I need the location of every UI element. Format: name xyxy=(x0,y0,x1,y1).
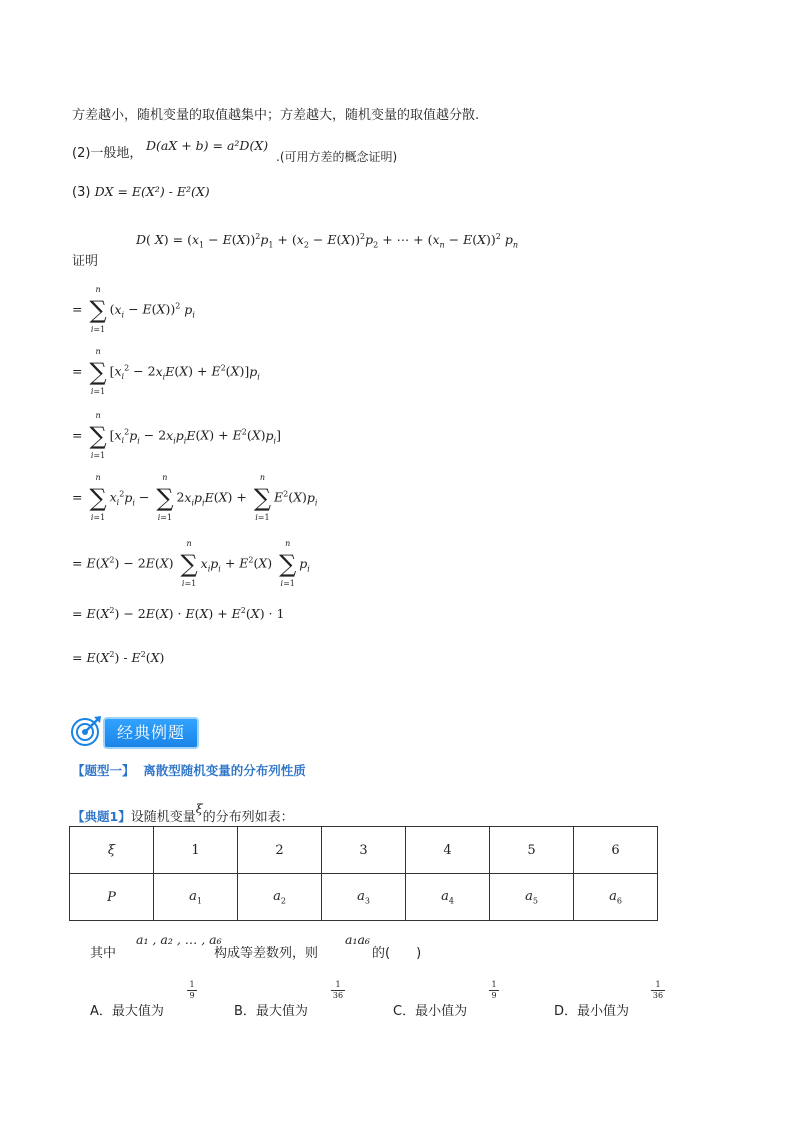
table-cell: 3 xyxy=(322,827,406,874)
intro-line: 方差越小，随机变量的取值越集中；方差越大，随机变量的取值越分散. xyxy=(72,108,480,123)
table-header-cell: ξ xyxy=(70,827,154,874)
table-cell: 6 xyxy=(574,827,658,874)
type-heading-tag: 【题型一】 xyxy=(72,763,135,778)
table-cell: 4 xyxy=(406,827,490,874)
table-cell: 5 xyxy=(490,827,574,874)
proof-line-4: = ∑ n i=1 $[x_i^2p_i - 2x_ip_iE(X) + E^2(X)p_i]$ xyxy=(72,411,281,460)
table-cell: $a_4$ xyxy=(406,874,490,921)
section-badge: 经典例题 xyxy=(103,717,199,749)
sum-symbol: ∑ n i=1 xyxy=(279,539,297,588)
proof-line-8: = $E(X^2) - E^2(X)$ xyxy=(72,650,165,666)
question-sequence: a₁ , a₂ , … , a₆ xyxy=(136,932,222,947)
option-b[interactable]: B．最大值为 xyxy=(234,1004,308,1019)
option-a-fraction: $\frac{1}{9}$ xyxy=(187,980,197,1001)
item-2 xyxy=(72,142,142,161)
table-cell: $a_6$ xyxy=(574,874,658,921)
xi-symbol: ξ xyxy=(195,801,203,816)
proof-line-2: = ∑ n i=1 $(x_i - E(X))^2$ $p_i$ xyxy=(72,285,195,334)
table-row xyxy=(70,874,658,921)
option-a[interactable]: A．最大值为 xyxy=(90,1004,164,1019)
proof-line-3: = ∑ n i=1 $[x_i^2 - 2x_iE(X) + E^2(X)]p_i$ xyxy=(72,347,260,396)
example-text-after: 的分布列如表： xyxy=(202,810,294,825)
table-row xyxy=(70,827,658,874)
sum-symbol: ∑ n i=1 xyxy=(180,539,198,588)
table-cell: $a_1$ xyxy=(154,874,238,921)
distribution-table xyxy=(69,826,658,921)
item-2-formula: D(aX + b) = a²D(X) xyxy=(146,138,269,153)
proof-line-6: = $E(X^2) - 2E(X)$ ∑ n i=1 $x_ip_i + E^2(X)$ ∑ n i=1 $p_i$ xyxy=(72,539,310,588)
proof-line-7: = $E(X^2) - 2E(X) \cdot E(X) + E^2(X) \cdot 1$ xyxy=(72,606,285,622)
item-3-formula: DX = E(X²) - E²(X) xyxy=(94,184,210,199)
table-cell: $a_5$ xyxy=(490,874,574,921)
item-2-label: (2) xyxy=(72,146,91,161)
table-cell: $a_3$ xyxy=(322,874,406,921)
sum-symbol: ∑ n i=1 xyxy=(89,473,107,522)
type-heading xyxy=(72,761,306,779)
proof-label: 证明 xyxy=(72,254,99,269)
type-heading-title: 离散型随机变量的分布列性质 xyxy=(143,763,306,778)
sum-symbol: ∑ n i=1 xyxy=(253,473,271,522)
target-icon xyxy=(70,715,102,747)
question-product: a₁a₆ xyxy=(345,932,370,947)
question-mid: 构成等差数列，则 xyxy=(214,946,319,961)
item-2-note: .(可用方差的概念证明) xyxy=(276,150,398,164)
example-text-before: 设随机变量 xyxy=(130,810,196,825)
option-c-fraction: $\frac{1}{9}$ xyxy=(489,980,499,1001)
table-cell: 2 xyxy=(238,827,322,874)
example-tag: 【典题1】 xyxy=(72,809,131,824)
option-d-fraction: $\frac{1}{36}$ xyxy=(652,980,664,1000)
question-prefix: 其中 xyxy=(90,946,117,961)
table-cell: 1 xyxy=(154,827,238,874)
table-cell: $a_2$ xyxy=(238,874,322,921)
proof-line-1: D( $X) = (x_1 - E(X))^2p_1 + (x_2 - E(X))^2p_2$ + ⋯ + $(x_n - E(X))^2$ $p_n$ xyxy=(136,232,519,250)
question-suffix: 的( ) xyxy=(372,946,422,961)
sum-symbol: ∑ n i=1 xyxy=(89,347,107,396)
example-prompt xyxy=(72,801,294,825)
option-c[interactable]: C．最小值为 xyxy=(393,1004,468,1019)
sum-symbol: ∑ n i=1 xyxy=(89,285,107,334)
sum-symbol: ∑ n i=1 xyxy=(89,411,107,460)
sum-symbol: ∑ n i=1 xyxy=(156,473,174,522)
option-b-fraction: $\frac{1}{36}$ xyxy=(332,980,344,1000)
table-header-cell: P xyxy=(70,874,154,921)
item-2-text: 一般地， xyxy=(90,146,143,161)
option-d[interactable]: D．最小值为 xyxy=(554,1004,630,1019)
item-3 xyxy=(72,184,210,200)
proof-line-5: = ∑ n i=1 $x_i^2p_i$ − ∑ n i=1 $2x_ip_iE(X)$ + ∑ n i=1 $E^2(X)p_i$ xyxy=(72,473,318,522)
item-3-label: (3) xyxy=(72,185,91,200)
